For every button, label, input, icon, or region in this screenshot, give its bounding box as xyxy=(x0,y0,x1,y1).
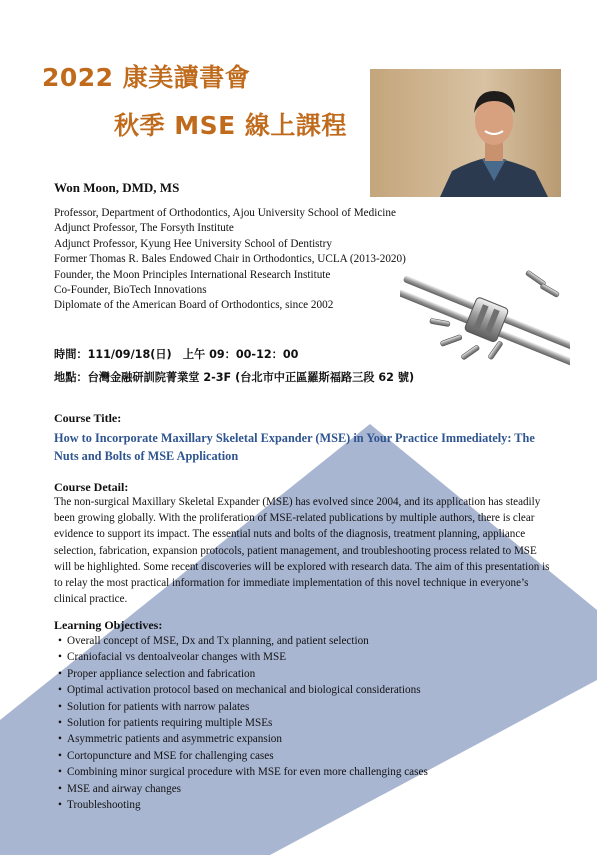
credential-item: Adjunct Professor, The Forsyth Institute xyxy=(54,222,234,235)
header-title-line2: 秋季 MSE 線上課程 xyxy=(114,111,347,140)
objective-item xyxy=(58,797,428,813)
bullet-icon: • xyxy=(58,766,62,779)
header-title-line1: 2022 康美讀書會 xyxy=(42,63,251,92)
expander-device-image xyxy=(400,268,570,368)
bullet-icon: • xyxy=(58,684,62,697)
credential-item: Professor, Department of Orthodontics, Ajou University School of Medicine xyxy=(54,207,396,219)
objective-item xyxy=(58,633,428,649)
course-detail-text: The non-surgical Maxillary Skeletal Expander (MSE) has evolved since 2004, and its application has steadily been growing globally. With the proliferation of MSE-related publications by multiple authors, there is clear evidence to support its impact. The essential nuts and bolts of the diagnosis, treatment planning, appliance selection, fabrication, expansion protocols, patient management, and troubleshooting process related to MSE will be highlighted. Some recent discoveries will be explored with research data. The aim of this presentation is to relay the most practical information for immediate implementation of this novel technique in everyone’s clinical practice. xyxy=(54,496,550,606)
speaker-photo xyxy=(370,69,561,197)
bullet-icon: • xyxy=(58,733,62,746)
objective-text: MSE and airway changes xyxy=(67,782,182,795)
credential-item: Founder, the Moon Principles International Research Institute xyxy=(54,268,331,281)
bullet-icon: • xyxy=(58,700,62,713)
objective-item xyxy=(58,748,428,764)
objective-item xyxy=(58,666,428,682)
bullet-icon: • xyxy=(58,651,62,664)
objective-text: Craniofacial vs dentoalveolar changes with MSE xyxy=(67,651,287,664)
credential-item: Former Thomas R. Bales Endowed Chair in Orthodontics, UCLA (2013-2020) xyxy=(54,253,406,266)
event-time: 時間：111/09/18(日) 上午 09：00-12：00 xyxy=(54,348,299,361)
objective-item xyxy=(58,699,428,715)
bullet-icon: • xyxy=(58,782,62,795)
credential-item: Adjunct Professor, Kyung Hee University School of Dentistry xyxy=(54,237,332,250)
objective-text: Proper appliance selection and fabrication xyxy=(67,667,256,680)
objective-item xyxy=(58,715,428,731)
event-location: 地點：台灣金融研訓院菁業堂 2-3F (台北市中正區羅斯福路三段 62 號) xyxy=(54,371,415,384)
objective-item xyxy=(58,649,428,665)
speaker-name: Won Moon, DMD, MS xyxy=(54,180,180,195)
speaker-credentials xyxy=(54,206,406,314)
bullet-icon: • xyxy=(58,749,62,762)
objective-text: Solution for patients with narrow palates xyxy=(67,700,250,713)
objective-text: Overall concept of MSE, Dx and Tx planning, and patient selection xyxy=(67,635,369,647)
bullet-icon: • xyxy=(58,717,62,730)
bullet-icon: • xyxy=(58,799,62,812)
objective-item xyxy=(58,731,428,747)
bullet-icon: • xyxy=(58,635,62,647)
objective-text: Combining minor surgical procedure with MSE for even more challenging cases xyxy=(67,766,428,779)
objective-item xyxy=(58,682,428,698)
credential-item: Co-Founder, BioTech Innovations xyxy=(54,284,207,297)
course-title: How to Incorporate Maxillary Skeletal Expander (MSE) in Your Practice Immediately: The Nuts and Bolts of MSE Application xyxy=(54,431,535,463)
bullet-icon: • xyxy=(58,667,62,680)
objective-text: Optimal activation protocol based on mechanical and biological considerations xyxy=(67,684,421,697)
objective-text: Troubleshooting xyxy=(67,799,141,812)
course-title-heading: Course Title: xyxy=(54,411,122,425)
objective-item xyxy=(58,781,428,797)
objective-item xyxy=(58,764,428,780)
learning-objectives-heading: Learning Objectives: xyxy=(54,618,163,632)
objective-text: Asymmetric patients and asymmetric expansion xyxy=(67,733,282,746)
credential-item: Diplomate of the American Board of Orthodontics, since 2002 xyxy=(54,299,334,312)
learning-objectives-list xyxy=(58,633,428,813)
objective-text: Cortopuncture and MSE for challenging cases xyxy=(67,749,274,762)
course-detail-heading: Course Detail: xyxy=(54,480,129,494)
objective-text: Solution for patients requiring multiple MSEs xyxy=(67,717,273,730)
